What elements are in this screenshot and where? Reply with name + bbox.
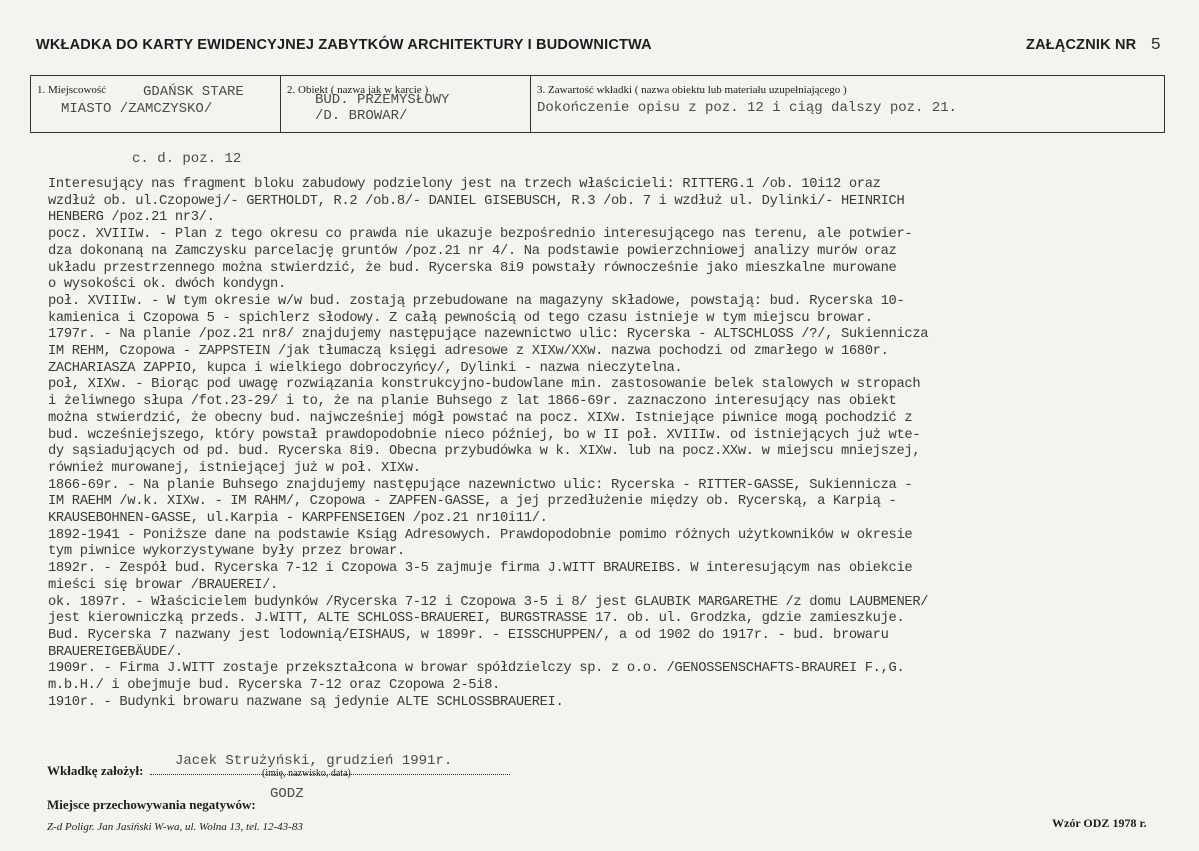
content-value: Dokończenie opisu z poz. 12 i ciąg dalszy poz. 21. (537, 100, 958, 116)
continuation-note: c. d. poz. 12 (132, 151, 242, 167)
text-line: dy sąsiadujących od pd. bud. Rycerska 8i9. Obecna przybudówka w k. XIXw. lub na pocz.XXw. w miejscu mniejszej, (48, 444, 921, 460)
locality-value-line1: GDAŃSK STARE (143, 84, 244, 100)
text-line: jest kierowniczką przeds. J.WITT, ALTE SCHLOSS-BRAUEREI, BURGSTRASSE 17. ob. ul. Grodzka, gdzie zamieszkuje. (48, 611, 905, 627)
locality-field (31, 76, 281, 132)
text-line: ZACHARIASZA ZAPPIO, kupca i wielkiego dobroczyńcy/, Dylinki - nazwa nieczytelna. (48, 360, 683, 376)
text-line: 1892r. - Zespół bud. Rycerska 7-12 i Czopowa 3-5 zajmuje firma J.WITT BRAUREIBS. W interesującym nas obiekcie (48, 561, 913, 577)
text-line: i żeliwnego słupa /fot.23-29/ i to, że na planie Buhsego z lat 1866-69r. zaznaczono interesujący nas obiekt (48, 394, 897, 410)
author-sublabel: (imię, nazwisko, data) (262, 768, 351, 779)
text-line: ok. 1897r. - Właścicielem budynków /Rycerska 7-12 i Czopowa 3-5 i 8/ jest GLAUBIK MARGARETHE /z domu LAUBMENER/ (48, 594, 929, 610)
text-line: 1866-69r. - Na planie Buhsego znajdujemy następujące nazewnictwo ulic: Rycerska - RITTER-GASSE, Sukiennicza - (48, 477, 913, 493)
text-line: tym piwnice wykorzystywane były przez browar. (48, 544, 405, 560)
content-label: 3. Zawartość wkładki ( nazwa obiektu lub materiału uzupełniającego ) (537, 84, 847, 96)
object-value-line2: /D. BROWAR/ (315, 108, 408, 124)
text-line: kamienica i Czopowa 5 - spichlerz słodowy. Z całą pewnością od tego czasu istnieje w tym miejscu browar. (48, 310, 873, 326)
locality-label: 1. Miejscowość (37, 84, 107, 96)
text-line: bud. wcześniejszego, który powstał prawdopodobnie nieco później, bo w II poł. XVIIIw. od istniejących już wte- (48, 427, 921, 443)
text-line: IM RAEHM /w.k. XIXw. - IM RAHM/, Czopowa - ZAPFEN-GASSE, a jej przedłużenie między ob. Rycerską, a Karpią - (48, 494, 897, 510)
object-label: 2. Obiekt ( nazwa jak w karcie ) (287, 84, 429, 96)
content-field (531, 76, 1164, 132)
text-line: układu przestrzennego można stwierdzić, że bud. Rycerska 8i9 powstały równocześnie jako mieszkalne murowane (48, 260, 897, 276)
text-line: Bud. Rycerska 7 nazwany jest lodownią/EISHAUS, w 1899r. - EISSCHUPPEN/, a od 1902 do 1917r. - bud. browaru (48, 627, 889, 643)
object-value-line1: BUD. PRZEMYSŁOWY (315, 92, 450, 108)
text-line: wzdłuż ob. ul.Czopowej/- GERTHOLDT, R.2 /ob.8/- DANIEL GISEBUSCH, R.3 /ob. 7 i wzdłuż ul. Dylinki/- HEINRICH (48, 193, 905, 209)
text-line: dza dokonaną na Zamczysku parcelację gruntów /poz.21 nr 4/. Na podstawie powierzchniowej analizy murów oraz (48, 243, 897, 259)
card-header (36, 36, 1161, 55)
card-title: WKŁADKA DO KARTY EWIDENCYJNEJ ZABYTKÓW ARCHITEKTURY I BUDOWNICTWA (36, 37, 652, 53)
text-line: poł, XIXw. - Biorąc pod uwagę rozwiązania konstrukcyjno-budowlane min. zastosowanie belek stalowych w stropach (48, 377, 921, 393)
text-line: 1892-1941 - Poniższe dane na podstawie Ksiąg Adresowych. Prawdopodobnie pomimo różnych użytkowników w okresie (48, 527, 913, 543)
text-line: Interesujący nas fragment bloku zabudowy podzielony jest na trzech właścicieli: RITTERG.1 /ob. 10i12 oraz (48, 177, 881, 192)
form-model: Wzór ODZ 1978 r. (1052, 816, 1147, 830)
author-value: Jacek Strużyński, grudzień 1991r. (175, 753, 453, 769)
printer-imprint: Z-d Poligr. Jan Jasiński W-wa, ul. Wolna 13, tel. 12-43-83 (47, 821, 303, 833)
text-line: HENBERG /poz.21 nr3/. (48, 210, 215, 226)
text-line: 1797r. - Na planie /poz.21 nr8/ znajdujemy następujące nazewnictwo ulic: Rycerska - ALTSCHLOSS /?/, Sukiennicza (48, 327, 929, 343)
text-line: poł. XVIIIw. - W tym okresie w/w bud. zostają przebudowane na magazyny składowe, powstają: bud. Rycerska 10- (48, 293, 905, 309)
text-line: można stwierdzić, że obecny bud. najwcześniej mógł powstać na pocz. XIXw. Istniejące piwnice mogą pochodzić z (48, 410, 913, 426)
text-line: 1909r. - Firma J.WITT zostaje przekształcona w browar spółdzielczy sp. z o.o. /GENOSSENSCHAFTS-BRAUREI F.,G. (48, 661, 905, 677)
text-line: m.b.H./ i obejmuje bud. Rycerska 7-12 oraz Czopowa 2-5i8. (48, 678, 500, 694)
description-text (48, 177, 1173, 712)
header-fields (30, 75, 1165, 133)
text-line: KRAUSEBOHNEN-GASSE, ul.Karpia - KARPFENSEIGEN /poz.21 nr10i11/. (48, 511, 548, 527)
object-field (281, 76, 531, 132)
negatives-value: GODZ (270, 786, 304, 802)
annex (1026, 36, 1161, 55)
text-line: pocz. XVIIIw. - Plan z tego okresu co prawda nie ukazuje bezpośrednio interesującego nas terenu, ale potwier- (48, 227, 913, 243)
negatives-label: Miejsce przechowywania negatywów: (47, 797, 256, 812)
annex-label: ZAŁĄCZNIK NR (1026, 37, 1137, 53)
annex-number: 5 (1150, 36, 1161, 55)
author-label: Wkładkę założył: (47, 763, 144, 778)
text-line: 1910r. - Budynki browaru nazwane są jedynie ALTE SCHLOSSBRAUEREI. (48, 694, 564, 710)
text-line: mieści się browar /BRAUEREI/. (48, 577, 278, 593)
text-line: BRAUEREIGEBÄUDE/. (48, 644, 183, 660)
text-line: również murowanej, istniejącej już w poł. XIXw. (48, 460, 421, 476)
text-line: IM REHM, Czopowa - ZAPPSTEIN /jak tłumaczą księgi adresowe z XIXw/XXw. nazwa pochodzi od zmarłego w 1680r. (48, 344, 889, 360)
locality-value-line2: MIASTO /ZAMCZYSKO/ (61, 101, 213, 117)
text-line: o wysokości ok. dwóch kondygn. (48, 277, 286, 293)
